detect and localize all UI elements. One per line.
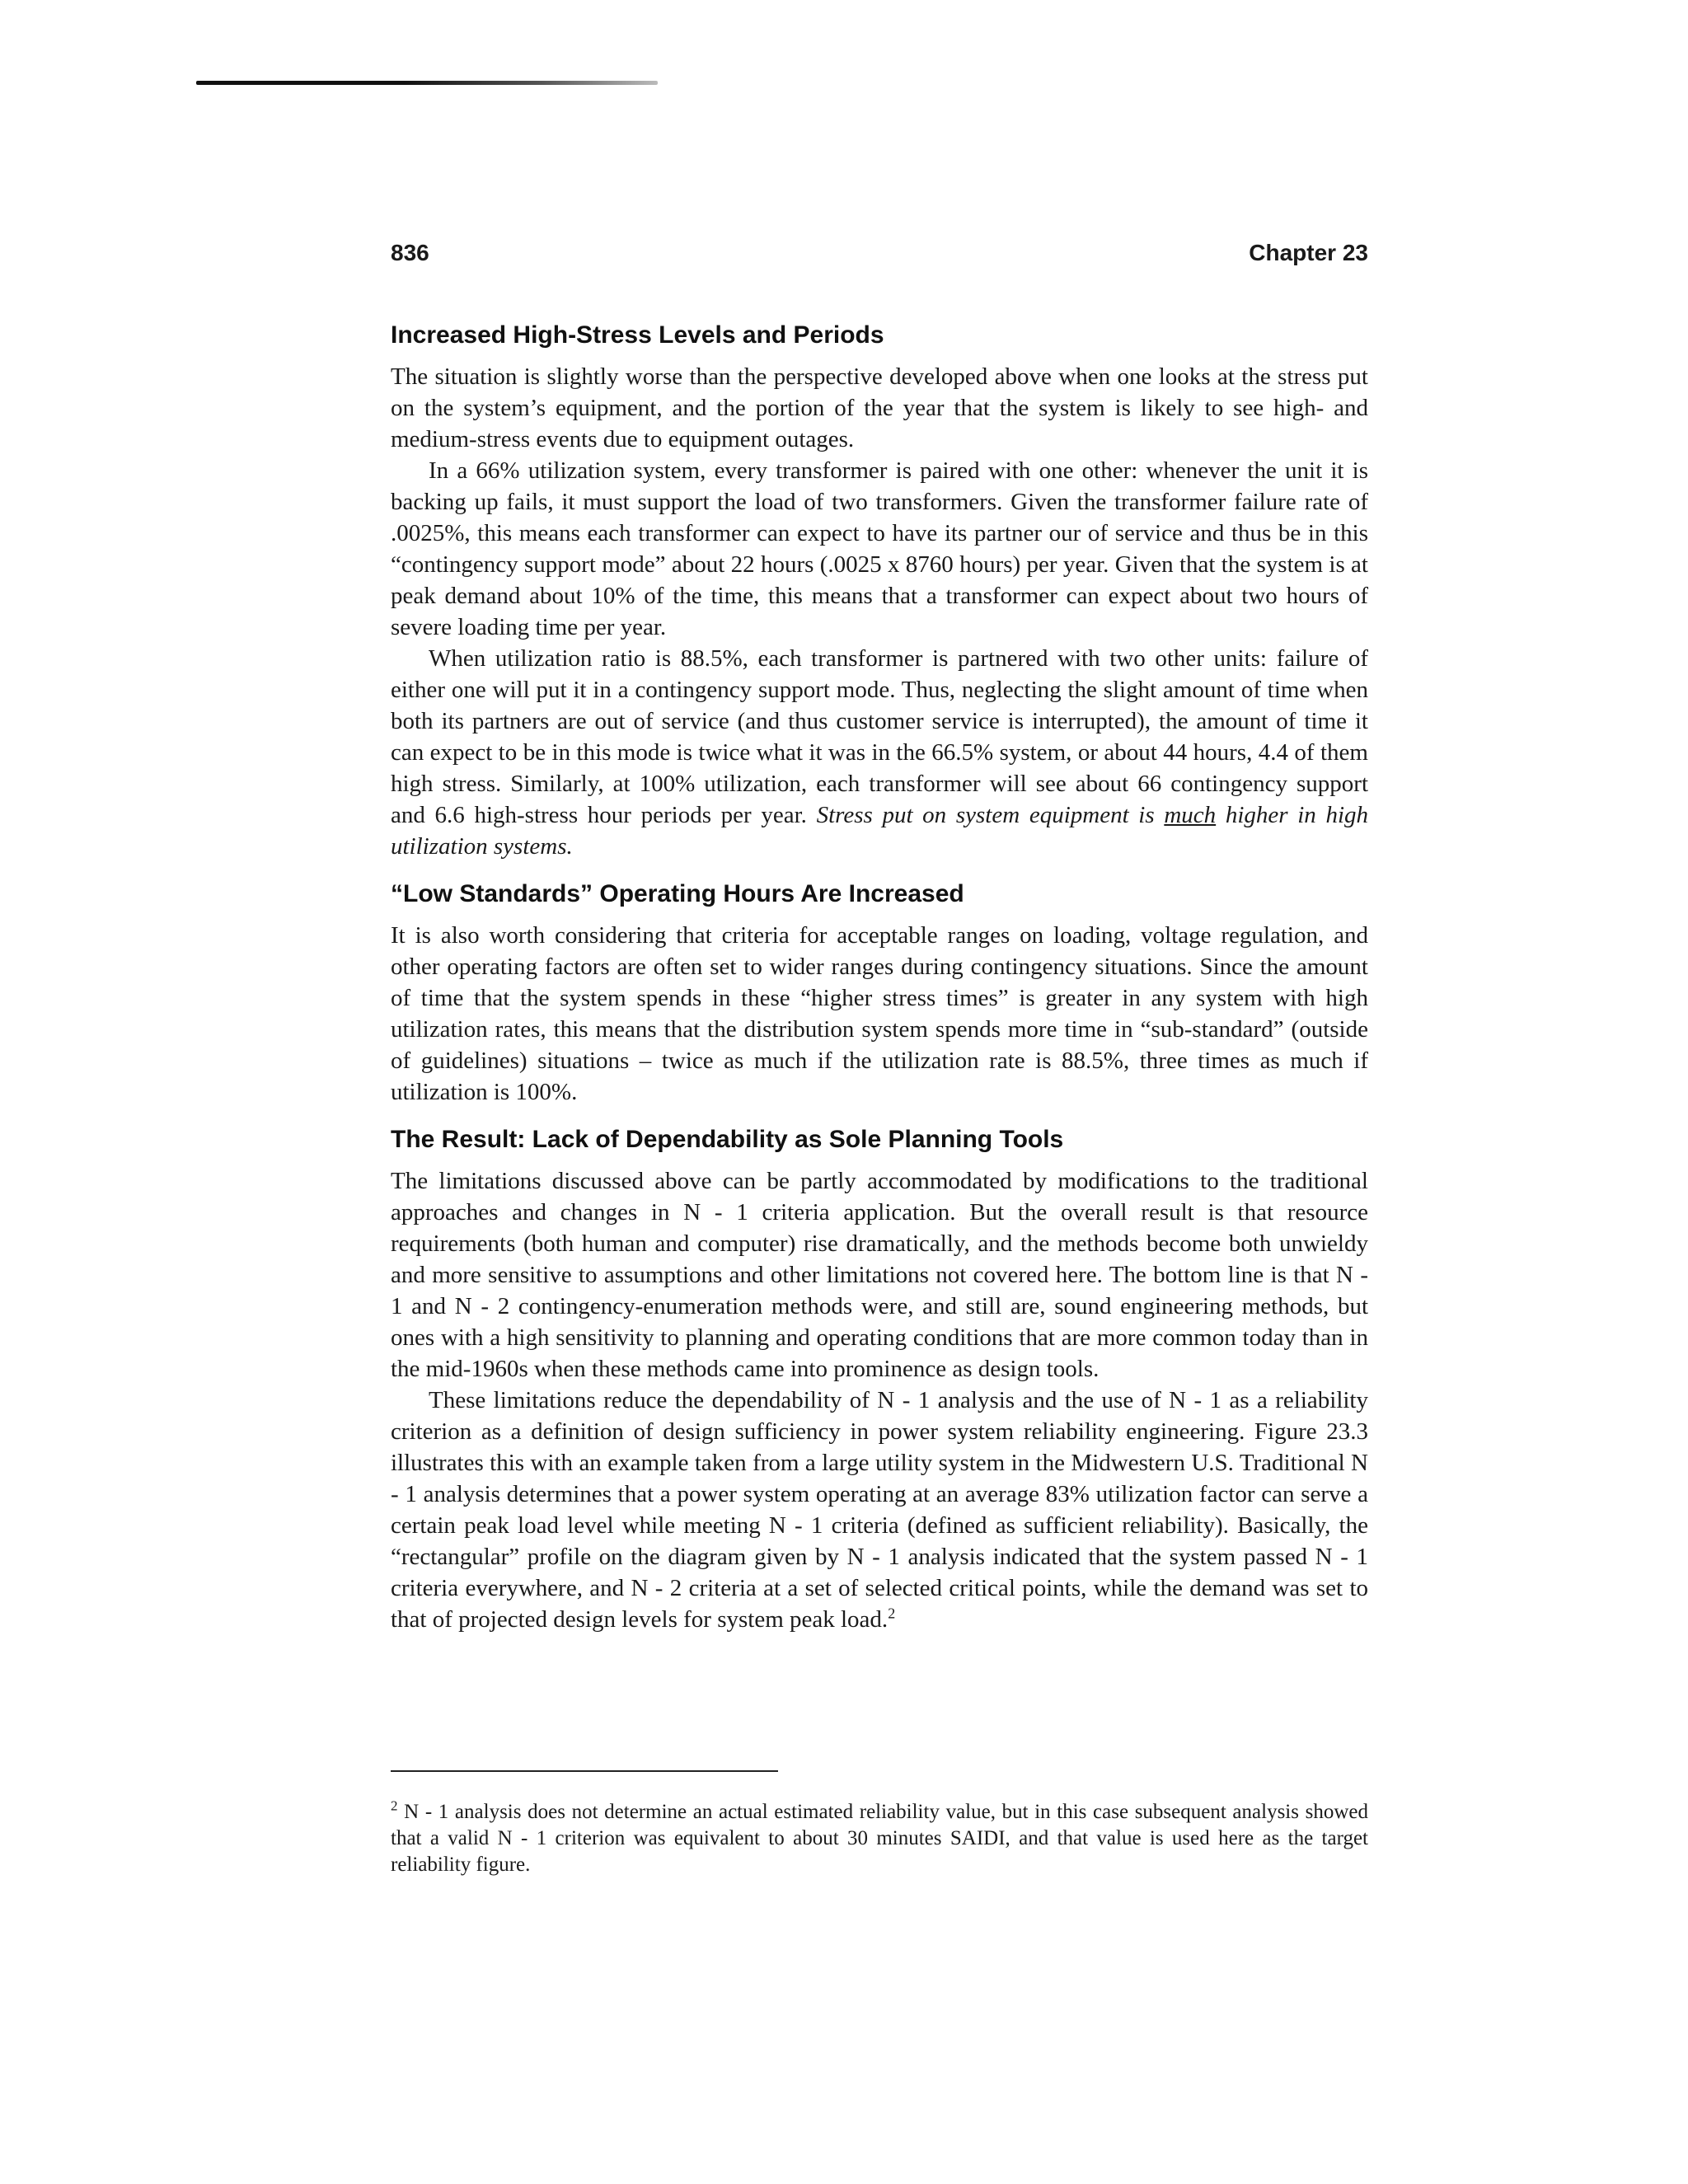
paragraph: It is also worth considering that criteria for acceptable ranges on loading, voltage regulation, and other operating factors are often set to wider ranges during contingency situations. Since the amount of time that the system spends in these “higher stress times” is greater in any system with high utilization rates, this means that the distribution system spends more time in “sub-standard” (outside of guidelines) situations – twice as much if the utilization rate is 88.5%, three times as much if utilization is 100%.	[391, 922, 1368, 1105]
footnote-text: N - 1 analysis does not determine an actual estimated reliability value, but in this case subsequent analysis showed that a valid N - 1 criterion was equivalent to about 30 minutes SAIDI, and that value is used here as the target reliability figure.	[391, 1801, 1368, 1876]
emphasis-underlined-text: much	[1164, 802, 1217, 828]
chapter-label: Chapter 23	[1249, 240, 1368, 265]
paragraph: In a 66% utilization system, every transformer is paired with one other: whenever the unit it is backing up fails, it must support the load of two transformers. Given the transformer failure rate of .0025%, this means each transformer can expect to have its partner our of service and thus be in this “contingency support mode” about 22 hours (.0025 x 8760 hours) per year. Given that the system is at peak demand about 10% of the time, this means that a transformer can expect about two hours of severe loading time per year.	[391, 457, 1368, 640]
paragraph: The situation is slightly worse than the perspective developed above when one looks at the stress put on the system’s equipment, and the portion of the year that the system is likely to see high- and medium-stress events due to equipment outages.	[391, 363, 1368, 452]
paragraph	[391, 1385, 1368, 1635]
section-heading: Increased High-Stress Levels and Periods	[391, 321, 884, 349]
paragraph: The limitations discussed above can be partly accommodated by modifications to the traditional approaches and changes in N - 1 criteria application. But the overall result is that resource requirements (both human and computer) rise dramatically, and the methods become both unwieldy and more sensitive to assumptions and other limitations not covered here. The bottom line is that N - 1 and N - 2 contingency-enumeration methods were, and still are, sound engineering methods, but ones with a high sensitivity to planning and operating conditions that are more common today than in the mid-1960s when these methods came into prominence as design tools.	[391, 1168, 1368, 1382]
section-heading: The Result: Lack of Dependability as Sole Planning Tools	[391, 1126, 1064, 1153]
paragraph	[391, 643, 1368, 862]
page-number: 836	[391, 240, 429, 265]
paragraph-text: These limitations reduce the dependability of N - 1 analysis and the use of N - 1 as a reliability criterion as a definition of design sufficiency in power system reliability engineering. Figure 23.3 illustrates this with an example taken from a large utility system in the Midwestern U.S. Traditional N - 1 analysis determines that a power system operating at an average 83% utilization factor can serve a certain peak load level while meeting N - 1 criteria (defined as sufficient reliability). Basically, the “rectangular” profile on the diagram given by N - 1 analysis indicated that the system passed N - 1 criteria everywhere, and N - 2 criteria at a set of selected critical points, while the demand was set to that of projected design levels for system peak load.	[391, 1387, 1368, 1633]
top-scan-rule	[196, 81, 658, 85]
section-heading: “Low Standards” Operating Hours Are Increased	[391, 880, 964, 907]
emphasis-text: higher in high utilization systems.	[391, 802, 1368, 860]
emphasis-text: Stress put on system equipment is	[816, 802, 1155, 828]
footnote-reference[interactable]: 2	[888, 1605, 896, 1622]
footnote	[391, 1799, 1368, 1878]
paragraph-text: When utilization ratio is 88.5%, each transformer is partnered with two other units: failure of either one will put it in a contingency support mode. Thus, neglecting the slight amount of time when both its partners are out of service (and thus customer service is interrupted), the amount of time it can expect to be in this mode is twice what it was in the 66.5% system, or about 44 hours, 4.4 of them high stress. Similarly, at 100% utilization, each transformer will see about 66 contingency support and 6.6 high-stress hour periods per year.	[391, 645, 1368, 828]
footnote-marker: 2	[391, 1797, 398, 1814]
footnote-rule	[391, 1770, 778, 1772]
body-text	[391, 320, 1368, 1635]
running-head	[391, 240, 1368, 273]
